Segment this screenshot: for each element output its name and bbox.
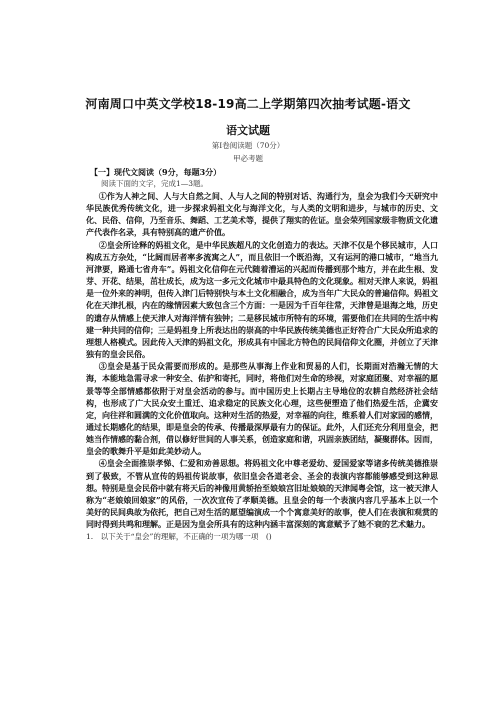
document-subtitle: 语文试题 — [226, 124, 270, 137]
paragraph-4: ④皇会全面推崇孝悌、仁爱和劝善思想。将妈祖文化中尊老爱幼、爱国爱家等诸多传统美德推崇到了极致，不管从宣传的妈祖传说故事，依旧皇会各道老会、圣会的表演内容都能够感受到这种思想。特别是皇会民俗中就有将天后的神像用黄轿抬至娘娘宫旧址娘娘的天津闻粤会馆，这一被天津人称为“老娘娘回娘家”的风俗，一次次宣传了孝顺美德。且皇会的每一个表演内容几乎基本上以一个美好的民间典故为依托，把自己对生活的愿望编演成一个个寓意美好的故事，使人们在表演和观赏的同时得到共鸣和理解。正是因为皇会所具有的这种内涵丰富深刻的寓意赋予了她不衰的艺术魅力。 — [86, 458, 438, 530]
section-instruction: 阅读下面的文字，完成1—3题。 — [101, 179, 209, 188]
paragraph-1: ①作为人神之间、人与大自然之间、人与人之间的特别对话、沟通行为，皇会为我们今天研究中华民族优秀传统文化，进一步探求妈祖文化与海洋文化，与人类的文明和进步，与城市的历史、文化、民俗、信仰，乃至音乐、舞蹈、工艺美术等，提供了翔实的佐证。皇会荣列国家级非物质文化遗产代表作名录，具有特别高的遗产价值。 — [86, 191, 438, 238]
volume-label: 第Ⅰ卷阅读题（70分） — [211, 141, 285, 150]
exam-type-label: 甲必考题 — [233, 154, 263, 163]
document-title: 河南周口中英文学校18-19高二上学期第四次抽考试题-语文 — [85, 97, 411, 111]
question-1: 1. 以下关于“皇会”的理解，不正确的一项为哪一项 () — [86, 532, 272, 542]
paragraph-2: ②皇会所诠释的妈祖文化，是中华民族超凡的文化创造力的表达。天津不仅是个移民城市，人口构成五方杂处，“比阔而居者率多流寓之人”，而且依旧一个既沿海，又有运河的港口城市，“地当九河津要，路通七省舟车”。妈祖文化信仰在元代随着漕运的兴起而传播到那个地方，并在此生根、发芽、开花、结果，茁壮成长，成为这一多元文化城市中最具特色的文化现象。相对天津人来说，妈祖是一位外来的神明，但传入津门后特别快与本土文化相融合，成为当年广大民众的普遍信仰。妈祖文化在天津扎根，内在的缘情因素大致包含三个方面：一是因为千百年往常，天津曾是退海之地，历史的遗存从情感上使天津人对海洋情有独钟；二是移民城市所特有的环境，需要他们在共同的生活中构建一种共同的信仰；三是妈祖身上所表达出的崇高的中华民族传统美德也正好符合广大民众所追求的理想人格模式。因此传入天津的妈祖文化，形成具有中国北方特色的民间信仰文化圈，并创立了天津独有的皇会民俗。 — [86, 239, 438, 360]
paragraph-3: ③皇会是基于民众需要而形成的。是那些从事海上作业和贸易的人们，长期面对浩瀚无情的大海，本能地急需寻求一种安全、佑护和寄托，同时，将他们对生命的珍视，对家庭团聚、对幸福的愿景等等全部情感都依附于对皇会活动的参与。而中国历史上长期占主导地位的农耕自然经济社会结构，也形成了广大民众安土重迁、追求稳定的民族文化心理，这些便塑造了他们热爱生活，企冀安定，向往祥和圆满的文化价值取向。这种对生活的热爱，对幸福的向往，维系着人们对家园的感情，通过长期感化的结果，即是皇会的传承、传播最深厚最有力的保证。此外，人们还充分利用皇会，把她当作情感的黏合剂，借以修好世间的人事关系，创造家庭和谐，巩固亲族团结，凝聚群体。因而，皇会的歌舞升平是如此美妙动人。 — [86, 361, 438, 457]
document-body — [86, 166, 438, 543]
section-heading: 【一】现代文阅读（9分，每题3分） — [90, 167, 222, 177]
